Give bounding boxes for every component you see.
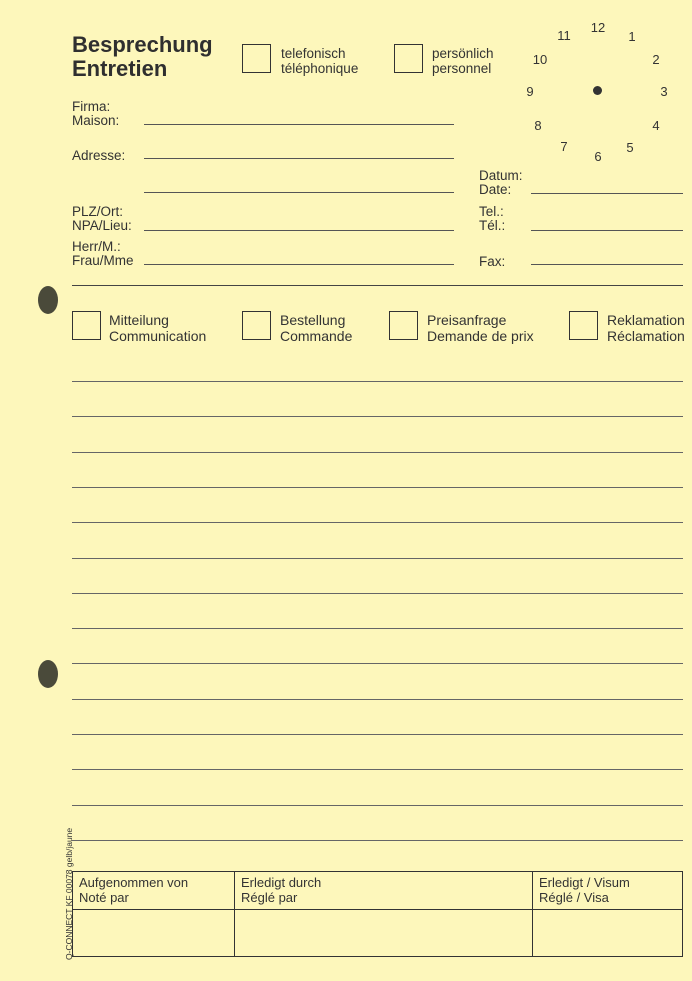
clock-number-10: 10 (532, 52, 548, 67)
contact-input-line[interactable] (144, 264, 454, 265)
zip-city-label-de: PLZ/Ort: (72, 204, 124, 219)
writing-line[interactable] (72, 840, 683, 841)
form-title-fr: Entretien (72, 56, 168, 81)
order-label-de: Bestellung (280, 312, 346, 328)
section-divider (72, 285, 683, 286)
phone-label-de: Tel.: (479, 204, 504, 219)
imprint-text: Q-CONNECT KF 00078 gelb/jaune (64, 827, 74, 960)
visa-label-fr: Réglé / Visa (539, 890, 609, 905)
contact-label-de: Herr/M.: (72, 239, 121, 254)
noted-by-label-fr: Noté par (79, 890, 129, 905)
writing-line[interactable] (72, 452, 683, 453)
signoff-table (72, 871, 683, 957)
writing-line[interactable] (72, 699, 683, 700)
clock-number-3: 3 (660, 84, 668, 99)
telephone-checkbox[interactable] (242, 44, 271, 73)
message-checkbox[interactable] (72, 311, 101, 340)
clock-number-9: 9 (526, 84, 534, 99)
address-input-line-2[interactable] (144, 192, 454, 193)
visa-cell[interactable] (533, 872, 681, 956)
phone-label-fr: Tél.: (479, 218, 506, 233)
clock-number-8: 8 (534, 118, 542, 133)
telephone-label-de: telefonisch (281, 46, 346, 61)
handled-by-label-de: Erledigt durch (241, 875, 322, 890)
price-inquiry-checkbox[interactable] (389, 311, 418, 340)
writing-line[interactable] (72, 663, 683, 664)
clock-number-1: 1 (628, 29, 636, 44)
clock-number-6: 6 (594, 149, 602, 164)
handled-by-label-fr: Réglé par (241, 890, 298, 905)
in-person-checkbox[interactable] (394, 44, 423, 73)
order-label-fr: Commande (280, 328, 353, 344)
handled-by-cell[interactable] (235, 872, 533, 956)
complaint-label-fr: Réclamation (607, 328, 685, 344)
contact-label-fr: Frau/Mme (72, 253, 134, 268)
clock-center-dot (593, 86, 602, 95)
writing-line[interactable] (72, 593, 683, 594)
price-inquiry-label-de: Preisanfrage (427, 312, 507, 328)
punch-hole-bottom (38, 660, 58, 688)
zip-city-label-fr: NPA/Lieu: (72, 218, 132, 233)
form-title-de: Besprechung (72, 32, 213, 57)
zip-city-input-line[interactable] (144, 230, 454, 231)
complaint-checkbox[interactable] (569, 311, 598, 340)
date-input-line[interactable] (531, 193, 683, 194)
order-checkbox[interactable] (242, 311, 271, 340)
phone-input-line[interactable] (531, 230, 683, 231)
clock-number-4: 4 (652, 118, 660, 133)
writing-line[interactable] (72, 416, 683, 417)
writing-line[interactable] (72, 558, 683, 559)
writing-line[interactable] (72, 522, 683, 523)
company-label-fr: Maison: (72, 113, 120, 128)
date-label-de: Datum: (479, 168, 523, 183)
punch-hole-top (38, 286, 58, 314)
date-label-fr: Date: (479, 182, 512, 197)
clock-number-7: 7 (560, 139, 568, 154)
in-person-label-fr: personnel (432, 61, 492, 76)
company-input-line[interactable] (144, 124, 454, 125)
writing-line[interactable] (72, 381, 683, 382)
message-label-de: Mitteilung (109, 312, 169, 328)
writing-line[interactable] (72, 628, 683, 629)
clock-number-5: 5 (626, 140, 634, 155)
clock-number-11: 11 (557, 28, 571, 43)
writing-line[interactable] (72, 769, 683, 770)
noted-by-cell[interactable] (73, 872, 235, 956)
complaint-label-de: Reklamation (607, 312, 685, 328)
clock-number-12: 12 (590, 20, 606, 35)
address-label: Adresse: (72, 148, 126, 163)
clock-number-2: 2 (652, 52, 660, 67)
fax-label: Fax: (479, 254, 506, 269)
writing-line[interactable] (72, 487, 683, 488)
noted-by-label-de: Aufgenommen von (79, 875, 189, 890)
visa-label-de: Erledigt / Visum (539, 875, 630, 890)
writing-line[interactable] (72, 734, 683, 735)
writing-line[interactable] (72, 805, 683, 806)
telephone-label-fr: téléphonique (281, 61, 359, 76)
message-label-fr: Communication (109, 328, 207, 344)
company-label-de: Firma: (72, 99, 111, 114)
fax-input-line[interactable] (531, 264, 683, 265)
in-person-label-de: persönlich (432, 46, 494, 61)
price-inquiry-label-fr: Demande de prix (427, 328, 534, 344)
address-input-line-1[interactable] (144, 158, 454, 159)
